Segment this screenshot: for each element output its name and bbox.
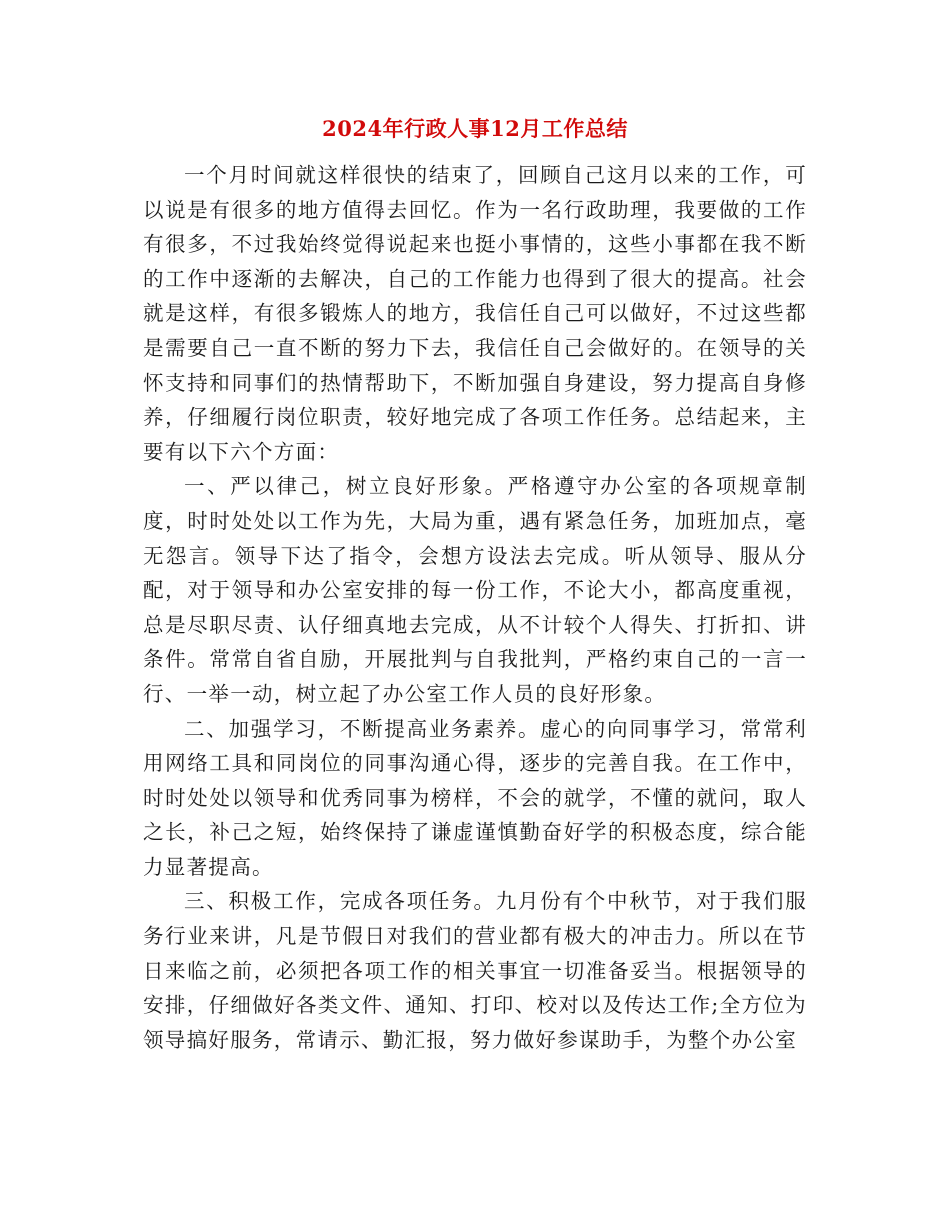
document-title: 2024年行政人事12月工作总结 — [322, 116, 628, 141]
document-body — [143, 158, 807, 1057]
paragraph-section-3: 三、积极工作，完成各项任务。九月份有个中秋节，对于我们服务行业来讲，凡是节假日对我们的营业都有极大的冲击力。所以在节日来临之前，必须把各项工作的相关事宜一切准备妥当。根据领导的安排，仔细做好各类文件、通知、打印、校对以及传达工作;全方位为领导搞好服务，常请示、勤汇报，努力做好参谋助手，为整个办公室 — [143, 889, 807, 1052]
paragraph-intro: 一个月时间就这样很快的结束了，回顾自己这月以来的工作，可以说是有很多的地方值得去回忆。作为一名行政助理，我要做的工作有很多，不过我始终觉得说起来也挺小事情的，这些小事都在我不断的工作中逐渐的去解决，自己的工作能力也得到了很大的提高。社会就是这样，有很多锻炼人的地方，我信任自己可以做好，不过这些都是需要自己一直不断的努力下去，我信任自己会做好的。在领导的关怀支持和同事们的热情帮助下，不断加强自身建设，努力提高自身修养，仔细履行岗位职责，较好地完成了各项工作任务。总结起来，主要有以下六个方面： — [143, 163, 807, 464]
paragraph-section-1: 一、严以律己，树立良好形象。严格遵守办公室的各项规章制度，时时处处以工作为先，大局为重，遇有紧急任务，加班加点，毫无怨言。领导下达了指令，会想方设法去完成。听从领导、服从分配，对于领导和办公室安排的每一份工作，不论大小，都高度重视，总是尽职尽责、认仔细真地去完成，从不计较个人得失、打折扣、讲条件。常常自省自励，开展批判与自我批判，严格约束自己的一言一行、一举一动，树立起了办公室工作人员的良好形象。 — [143, 474, 807, 706]
paragraph-section-2: 二、加强学习，不断提高业务素养。虚心的向同事学习，常常利用网络工具和同岗位的同事沟通心得，逐步的完善自我。在工作中，时时处处以领导和优秀同事为榜样，不会的就学，不懂的就问，取人之长，补己之短，始终保持了谦虚谨慎勤奋好学的积极态度，综合能力显著提高。 — [143, 716, 807, 879]
